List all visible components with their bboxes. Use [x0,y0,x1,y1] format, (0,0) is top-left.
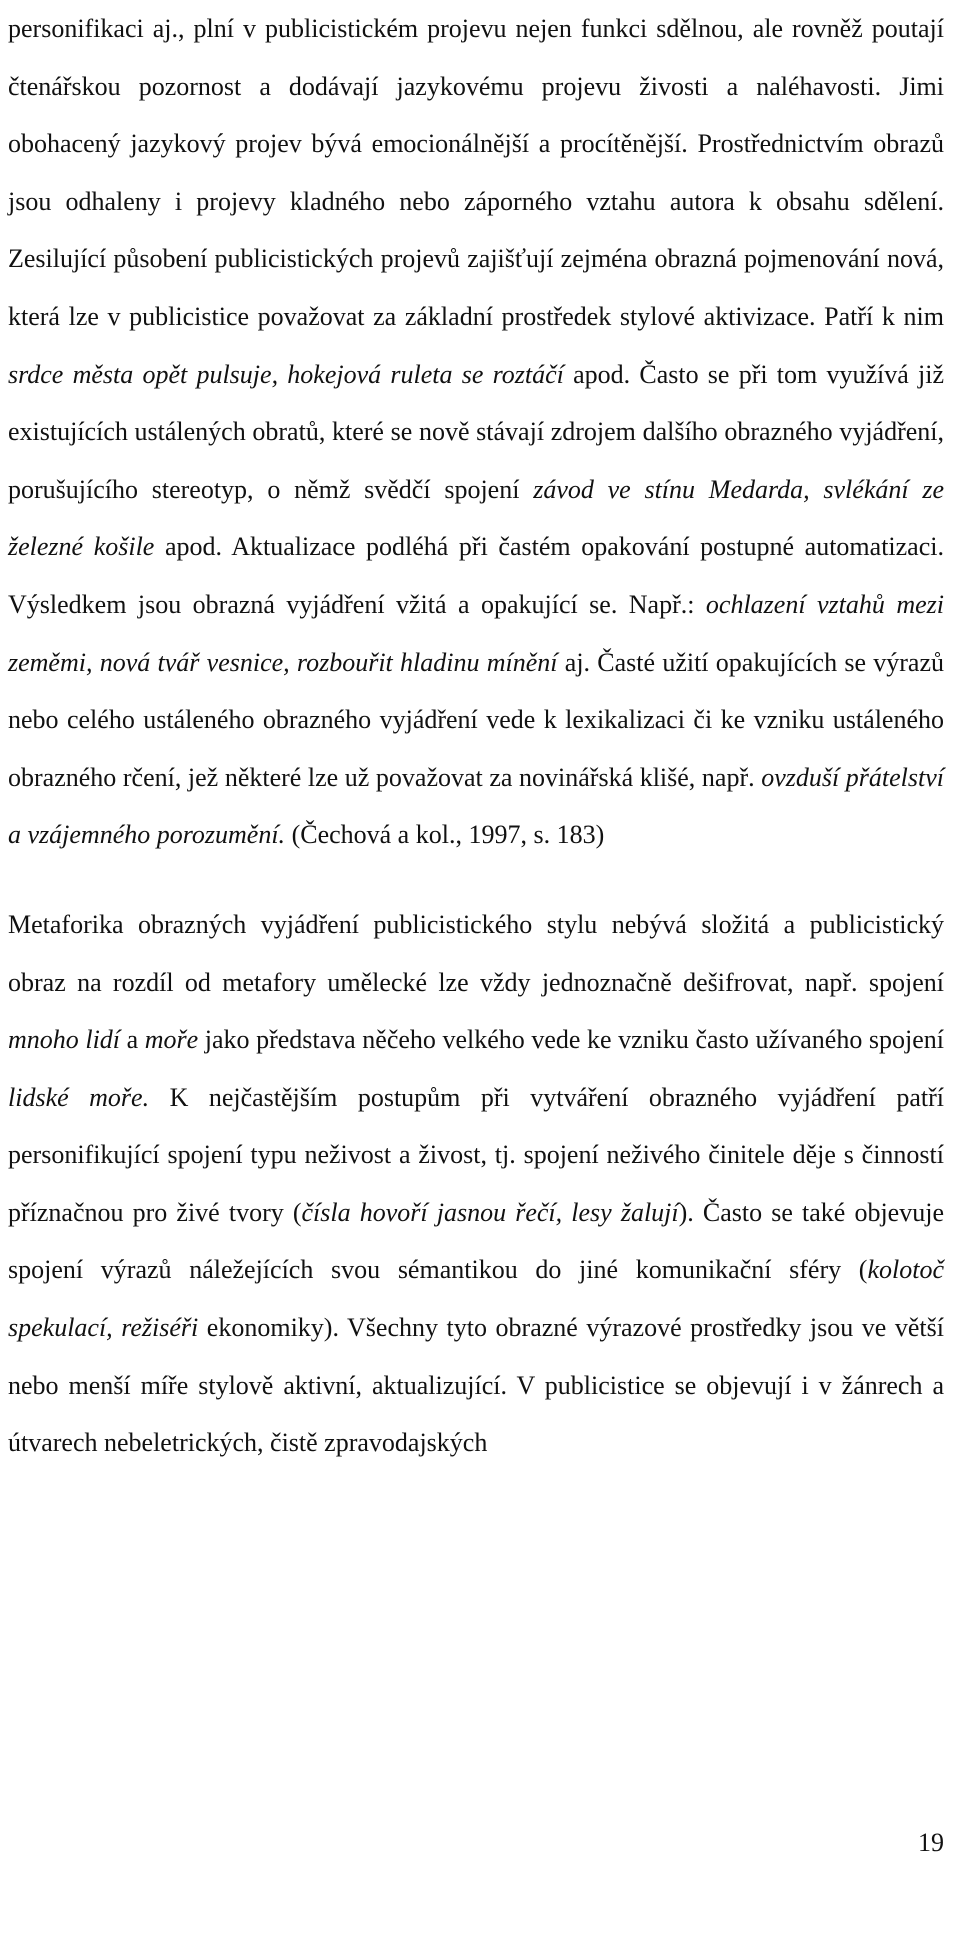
paragraph-1 [8,0,944,864]
italic-example: mnoho lidí [8,1025,121,1055]
italic-example: srdce města opět pulsuje, hokejová ruleta se roztáčí [8,359,564,389]
text-run: a [120,1025,145,1055]
text-run: personifikaci aj., plní v publicistickém projevu nejen funkci sdělnou, ale rovněž poutají čtenářskou pozornost a dodávají jazykovému projevu živosti a naléhavosti. Jimi obohacený jazykový projev bývá emocionálnější a procítěnější. Prostřednictvím obrazů jsou odhaleny i projevy kladného nebo záporného vztahu autora k obsahu sdělení. Zesilující působení publicistických projevů zajišťují zejména obrazná pojmenování nová, která lze v publicistice považovat za základní prostředek stylové aktivizace. Patří k nim [8,14,944,331]
italic-example: čísla hovoří jasnou řečí, lesy žalují [301,1197,679,1227]
italic-example: závod ve stínu Medarda, svlékání ze železné košile [8,474,945,562]
text-run: K nejčastějším postupům při vytváření obrazného vyjádření patří personifikující spojení typu neživost a živost, tj. spojení neživého činitele děje s činností příznačnou pro živé tvory ( [8,1082,944,1227]
text-run: aj. Časté užití opakujících se výrazů nebo celého ustáleného obrazného vyjádření vede k lexikalizaci či ke vzniku ustáleného obrazného rčení, jež některé lze už považovat za novinářská klišé, např. [8,647,944,792]
text-run: (Čechová a kol., 1997, s. 183) [285,820,605,850]
text-run: apod. Často se při tom využívá již existujících ustálených obratů, které se nově stávají zdrojem dalšího obrazného vyjádření, porušujícího stereotyp, o němž svědčí spojení [8,359,945,504]
italic-example: kolotoč spekulací, režiséři [8,1255,944,1343]
paragraph-2 [8,896,944,1472]
italic-example: moře [144,1025,199,1055]
italic-example: ovzduší přátelství a vzájemného porozumění. [8,762,944,850]
document-page [8,0,944,1472]
text-run: ekonomiky). Všechny tyto obrazné výrazové prostředky jsou ve větší nebo menší míře stylově aktivní, aktualizující. V publicistice se objevují i v žánrech a útvarech nebeletrických, čistě zpravodajských [8,1313,944,1458]
italic-example: ochlazení vztahů mezi zeměmi, nová tvář vesnice, rozbouřit hladinu mínění [8,589,944,677]
text-run: apod. Aktualizace podléhá při častém opakování postupné automatizaci. Výsledkem jsou obrazná vyjádření vžitá a opakující se. Např.: [8,532,944,619]
text-run: Metaforika obrazných vyjádření publicistického stylu nebývá složitá a publicistický obraz na rozdíl od metafory umělecké lze vždy jednoznačně dešifrovat, např. spojení [8,909,944,997]
italic-example: lidské moře. [8,1082,150,1112]
text-run: ). Často se také objevuje spojení výrazů náležejících svou sémantikou do jiné komunikační sféry ( [8,1197,944,1285]
text-run: jako představa něčeho velkého vede ke vzniku často užívaného spojení [198,1025,945,1055]
page-number: 19 [918,1828,944,1857]
